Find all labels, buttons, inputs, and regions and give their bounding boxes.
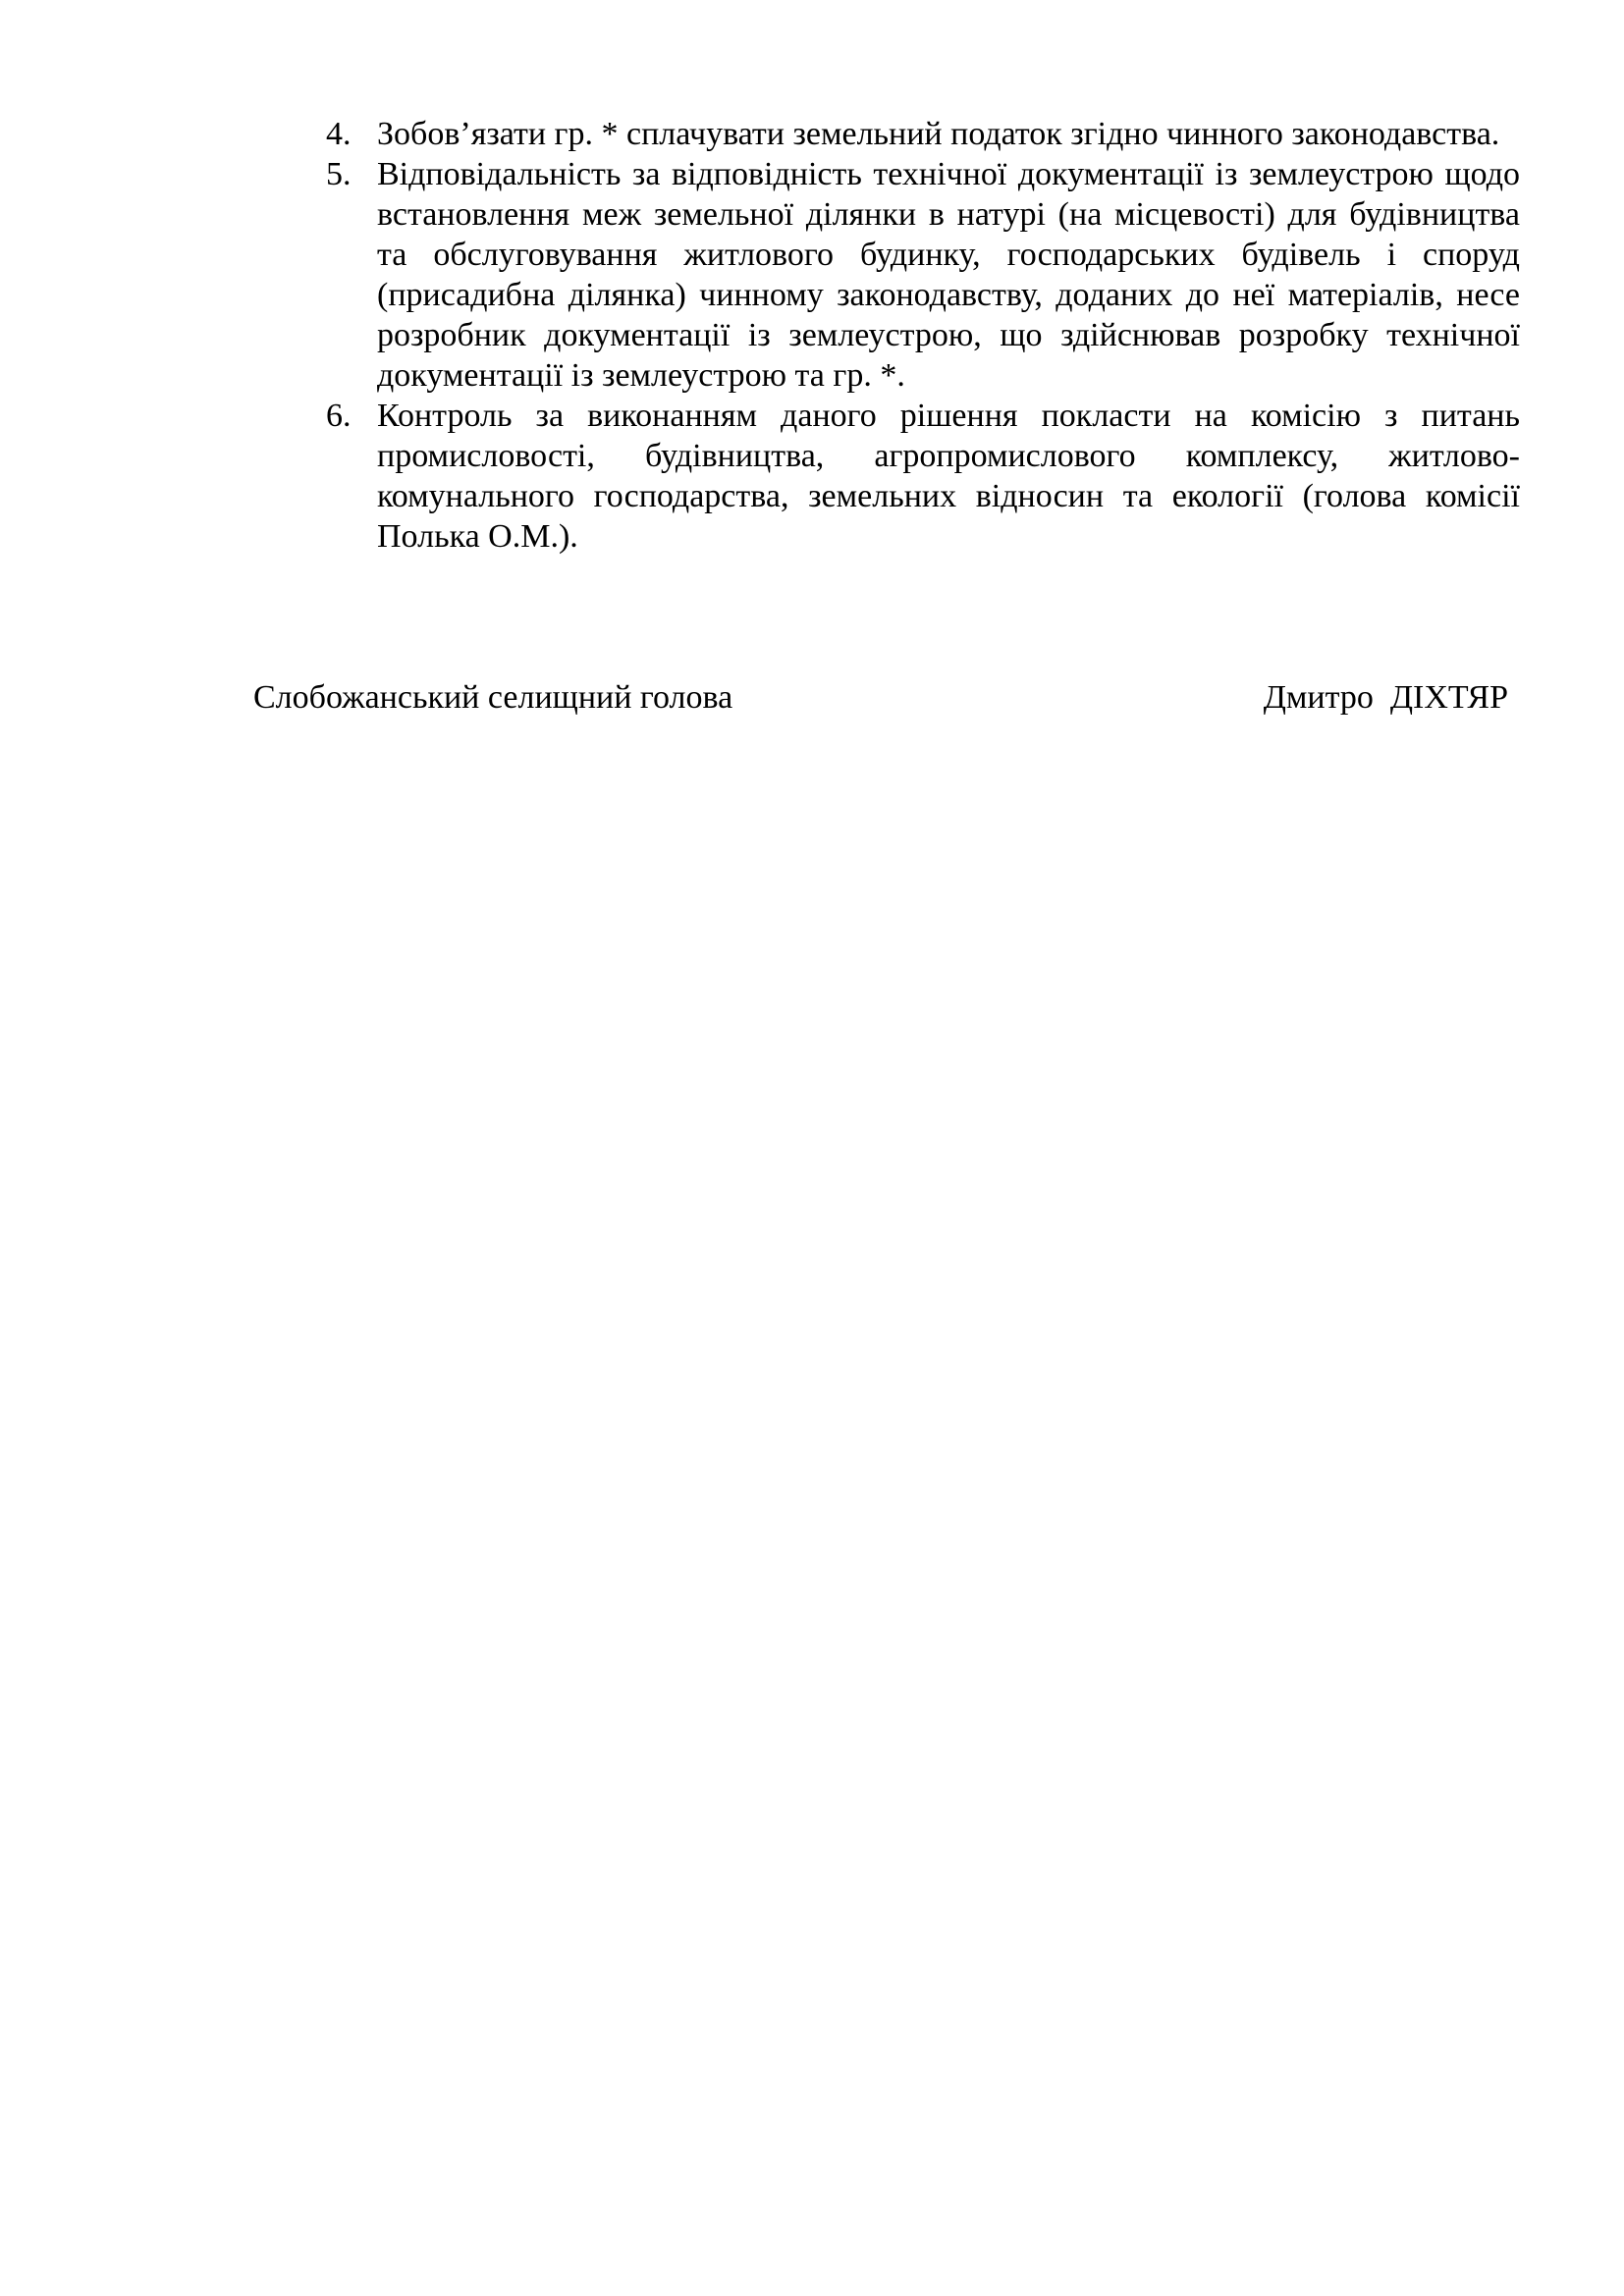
decision-item-4 — [326, 114, 1520, 154]
decision-item-number: 5. — [326, 156, 352, 192]
decision-items-list — [326, 114, 1520, 557]
decision-item-text: Відповідальність за відповідність технічної документації із землеустрою щодо встановлення меж земельної ділянки в натурі (на місцевості) для будівництва та обслуговування житлового будинку, господарських будівель і споруд (присадибна ділянка) чинному законодавству, доданих до неї матеріалів, несе розробник документації із землеустрою, що здійснював розробку технічної документації із землеустрою та гр. *. — [377, 156, 1520, 394]
signature-block — [253, 677, 1508, 718]
decision-item-text: Зобов’язати гр. * сплачувати земельний податок згідно чинного законодавства. — [377, 116, 1500, 152]
signature-name: Дмитро ДІХТЯР — [1263, 679, 1508, 716]
decision-item-5 — [326, 154, 1520, 396]
decision-item-number: 4. — [326, 116, 352, 152]
signature-position: Слобожанський селищний голова — [253, 679, 733, 716]
decision-item-6 — [326, 396, 1520, 557]
decision-item-text: Контроль за виконанням даного рішення покласти на комісію з питань промисловості, будівництва, агропромислового комплексу, житлово-комунального господарства, земельних відносин та екології (голова комісії Полька О.М.). — [377, 398, 1520, 555]
decision-item-number: 6. — [326, 398, 352, 434]
